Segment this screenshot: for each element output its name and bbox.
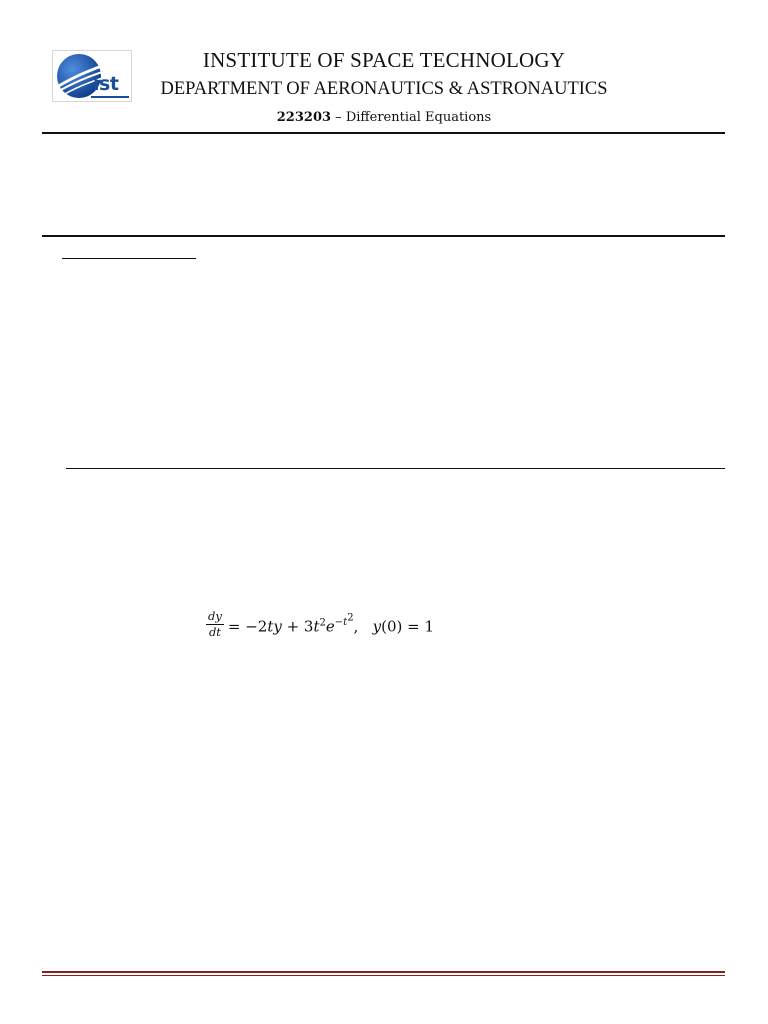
course-code: 223203 xyxy=(276,110,332,125)
differential-equation xyxy=(206,606,434,642)
fraction-denominator: dt xyxy=(208,624,221,639)
header-divider xyxy=(42,132,725,134)
short-underline xyxy=(62,258,196,259)
content-divider xyxy=(66,468,725,469)
footer-rule-thin xyxy=(42,975,725,976)
rhs-e-exponent-power: 2 xyxy=(347,612,354,624)
course-line xyxy=(0,109,768,127)
section-divider xyxy=(42,235,725,237)
rhs-e-exponent xyxy=(334,612,354,629)
institute-title: INSTITUTE OF SPACE TECHNOLOGY xyxy=(202,48,566,72)
footer-rule-thick xyxy=(42,971,725,973)
initial-condition: (0) = 1 xyxy=(381,617,435,636)
course-name: Differential Equations xyxy=(345,110,492,125)
rhs-t: t xyxy=(313,617,320,636)
rhs-equals: = −2 xyxy=(227,617,268,636)
rhs-ty: ty xyxy=(267,617,282,636)
rhs-plus: + 3 xyxy=(281,617,314,636)
logo-wordmark: ist xyxy=(93,73,119,95)
course-separator: – xyxy=(331,110,346,125)
department-title: DEPARTMENT OF AERONAUTICS & ASTRONAUTICS xyxy=(160,79,608,99)
rhs-t-exponent: 2 xyxy=(319,617,326,629)
initial-y: y xyxy=(372,617,382,636)
rhs-e-exponent-base: −t xyxy=(334,617,348,629)
derivative-fraction xyxy=(206,610,224,639)
rhs-e: e xyxy=(325,617,335,636)
rhs-comma: , xyxy=(353,617,359,636)
fraction-numerator: dy xyxy=(208,608,222,623)
equation-rhs xyxy=(228,613,434,635)
